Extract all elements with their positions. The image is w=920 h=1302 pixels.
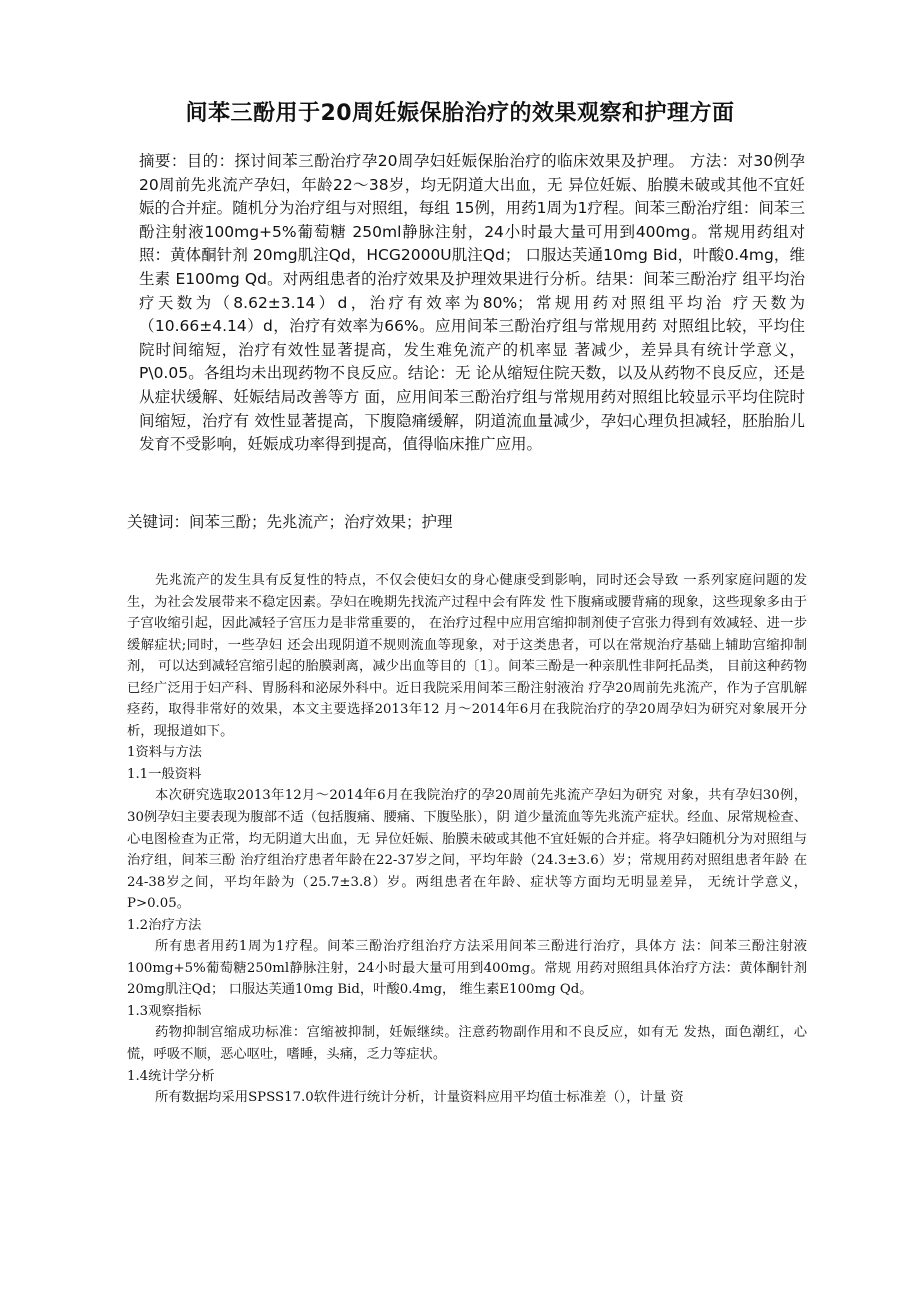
- paper-title: 间苯三酚用于20周妊娠保胎治疗的效果观察和护理方面: [185, 101, 735, 126]
- paragraph-indicators: 药物抑制宫缩成功标准：宫缩被抑制，妊娠继续。注意药物副作用和不良反应，如有无 发热，面色潮红，心慌，呼吸不顺，恶心呕吐，嗜睡，头痛，乏力等症状。: [127, 1025, 807, 1063]
- section-heading-1: 1资料与方法: [127, 745, 202, 761]
- paragraph-treatment: 所有患者用药1周为1疗程。间苯三酚治疗组治疗方法采用间苯三酚进行治疗，具体方 法：间苯三酚注射液100mg+5%葡萄糖250ml静脉注射，24小时最大量可用到400mg。常规 用药对照组具体治疗方法：黄体酮针剂20mg肌注Qd； 口服达芙通10mg Bid，叶酸0.4mg， 维生素E100mg Qd。: [127, 939, 807, 998]
- main-text: [127, 570, 807, 1109]
- paragraph-general-data: 本次研究选取2013年12月〜2014年6月在我院治疗的孕20周前先兆流产孕妇为研究 对象，共有孕妇30例，30例孕妇主要表现为腹部不适（包括腹痛、腰痛、下腹坠胀），阴 道少量流血等先兆流产症状。经血、尿常规检查、心电图检查为正常，均无阴道大出血，无 异位妊娠、胎膜未破或其他不宜妊娠的合并症。将孕妇随机分为对照组与治疗组，间苯三酚 治疗组治疗患者年龄在22-37岁之间，平均年龄（24.3±3.6）岁；常规用药对照组患者年龄 在24-38岁之间，平均年龄为（25.7±3.8）岁。两组患者在年龄、症状等方面均无明显差异， 无统计学意义，P>0.05。: [127, 788, 807, 912]
- paragraph-statistics: 所有数据均采用SPSS17.0软件进行统计分析，计量资料应用平均值士标准差（），计量 资: [155, 1090, 684, 1106]
- subsection-heading-1-1: 1.1一般资料: [127, 766, 202, 782]
- abstract-text: 摘要：目的：探讨间苯三酚治疗孕20周孕妇妊娠保胎治疗的临床效果及护理。 方法：对30例孕20周前先兆流产孕妇，年龄22〜38岁，均无阴道大出血，无 异位妊娠、胎膜未破或其他不宜妊娠的合并症。随机分为治疗组与对照组，每组 15例，用药1周为1疗程。间苯三酚治疗组：间苯三酚注射液100mg+5%葡萄糖 250ml静脉注射，24小时最大量可用到400mg。常规用药组对照：黄体酮针剂 20mg肌注Qd，HCG2000U肌注Qd； 口服达芙通10mg Bid，叶酸0.4mg，维生素 E100mg Qd。对两组患者的治疗效果及护理效果进行分析。结果：间苯三酚治疗 组平均治疗天数为（8.62±3.14）d，治疗有效率为80%；常规用药对照组平均治 疗天数为（10.66±4.14）d，治疗有效率为66%。应用间苯三酚治疗组与常规用药 对照组比较，平均住院时间缩短，治疗有效性显著提高，发生难免流产的机率显 著减少，差异具有统计学意义，P\0.05。各组均未出现药物不良反应。结论：无 论从缩短住院天数，以及从药物不良反应，还是从症状缓解、妊娠结局改善等方 面，应用间苯三酚治疗组与常规用药对照组比较显示平均住院时间缩短，治疗有 效性显著提高，下腹隐痛缓解，阴道流血量减少，孕妇心理负担减轻，胚胎胎儿 发育不受影响，妊娠成功率得到提高，值得临床推广应用。: [139, 152, 805, 454]
- subsection-heading-1-4: 1.4统计学分析: [127, 1068, 215, 1084]
- subsection-heading-1-3: 1.3观察指标: [127, 1003, 202, 1019]
- subsection-heading-1-2: 1.2治疗方法: [127, 917, 202, 933]
- keywords: 关键词：间苯三酚；先兆流产；治疗效果；护理: [127, 513, 453, 531]
- abstract: [127, 150, 805, 457]
- intro-paragraph: 先兆流产的发生具有反复性的特点，不仅会使妇女的身心健康受到影响，同时还会导致 一系列家庭问题的发生，为社会发展带来不稳定因素。孕妇在晚期先找流产过程中会有阵发 性下腹痛或腰背痛的现象，这些现象多由于子宫收缩引起，因此减轻子宫压力是非常重要的， 在治疗过程中应用宫缩抑制剂使子宫张力得到有效减轻、进一步缓解症状;同时，一些孕妇 还会出现阴道不规则流血等现象，对于这类患者，可以在常规治疗基础上辅助宫缩抑制剂， 可以达到减轻宫缩引起的胎膜剥离，减少出血等目的〔1〕。间苯三酚是一种亲肌性非阿托品类， 目前这种药物已经广泛用于妇产科、胃肠科和泌尿外科中。近日我院采用间苯三酚注射液治 疗孕20周前先兆流产，作为子宫肌解痉药，取得非常好的效果，本文主要选择2013年12 月〜2014年6月在我院治疗的孕20周孕妇为研究对象展开分析，现报道如下。: [127, 573, 807, 739]
